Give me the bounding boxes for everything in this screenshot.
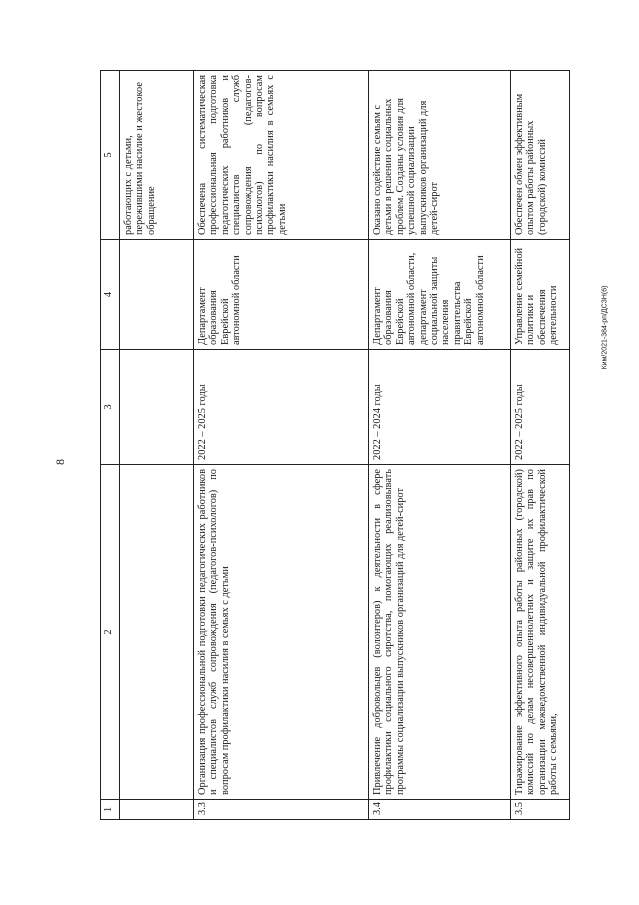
header-col-1: 1 — [101, 799, 119, 819]
row-number: 3.5 — [511, 799, 569, 819]
result-cell: Обеспечена систематическая профессиональная подготовка педагогических работников и специалистов служб сопровождения (педагогов-психологов) по вопросам профилактики насилия в семьях с детьми — [197, 75, 288, 235]
table-row — [511, 71, 569, 819]
executor-cell: Департамент образования Еврейской автономной области — [194, 239, 368, 349]
row-number: 3.4 — [369, 799, 510, 819]
period-cell: 2022 – 2025 годы — [511, 349, 569, 464]
page-number: 8 — [53, 459, 67, 465]
result-cell: Обеспечен обмен эффективным опытом работы районных (городской) комиссий — [514, 93, 548, 235]
row-number: 3.3 — [194, 799, 368, 819]
table-container — [100, 70, 570, 820]
table-row — [369, 71, 511, 819]
measure-cell: Тиражирование эффективного опыта работы районных (городской) комиссий по делам несовершеннолетних и защите их прав по организации межведомственной индивидуальной профилактической работы с семьями, — [511, 464, 569, 799]
table-row — [194, 71, 369, 819]
table-row — [120, 71, 194, 819]
measures-table — [100, 70, 570, 820]
row-number — [120, 799, 193, 819]
header-col-3: 3 — [101, 349, 119, 464]
measure-cell — [120, 464, 193, 799]
header-col-5: 5 — [103, 152, 114, 158]
executor-cell — [120, 239, 193, 349]
executor-cell: Департамент образования Еврейской автономной области, департамент социальной защиты населения правительства Еврейской автономной области — [369, 239, 510, 349]
executor-cell: Управление семейной политики и обеспечения деятельности — [511, 239, 569, 349]
header-col-4: 4 — [101, 239, 119, 349]
result-cell: работающих с детьми, пережившими насилие и жестокое обращение — [123, 82, 157, 235]
measure-cell: Организация профессиональной подготовки педагогических работников и специалистов служб сопровождения (педагогов-психологов) по вопросам профилактики насилия в семьях с детьми — [194, 464, 368, 799]
result-cell: Оказано содействие семьям с детьми в решении социальных проблем. Созданы условия для успешной социализации выпускников организаций для детей-сирот — [372, 98, 441, 235]
document-code-wrap — [600, 140, 611, 520]
header-col-2: 2 — [101, 464, 119, 799]
document-code: Ким/2021-384-рп/ДСЗН(6) — [601, 285, 609, 370]
table-header-row — [101, 71, 120, 819]
period-cell — [120, 349, 193, 464]
period-cell: 2022 – 2025 годы — [194, 349, 368, 464]
measure-cell: Привлечение добровольцев (волонтеров) к деятельности в сфере профилактики социального сиротства, помогающих реализовывать программы социализации выпускников организаций для детей-сирот — [369, 464, 510, 799]
period-cell: 2022 – 2024 годы — [369, 349, 510, 464]
